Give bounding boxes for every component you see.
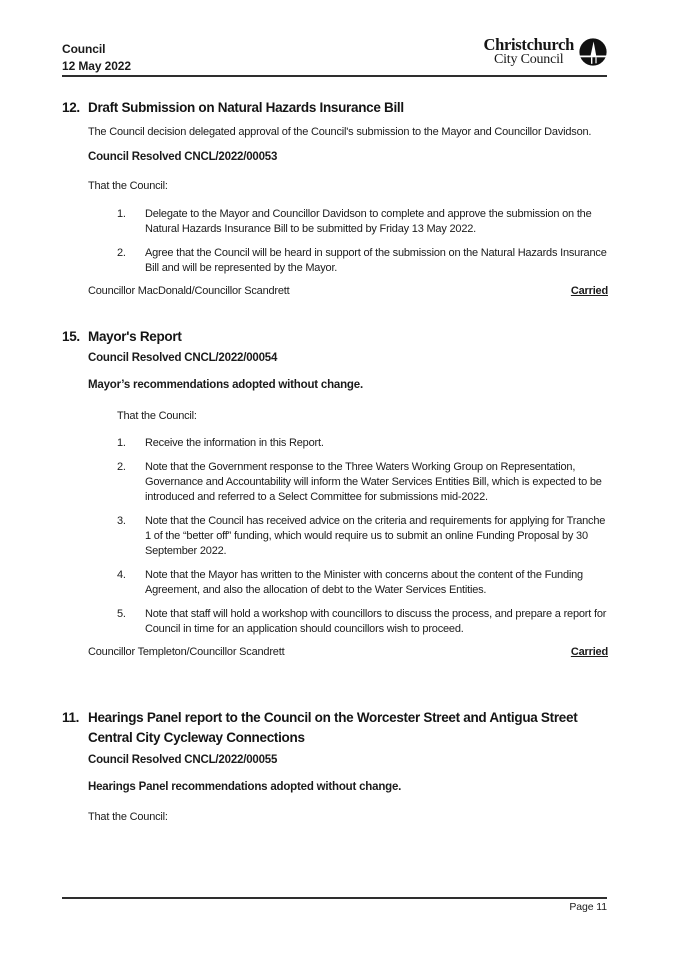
resolution-item (117, 607, 608, 637)
item-number: 2. (117, 246, 126, 259)
item-number: 1. (117, 207, 126, 220)
item-text: Note that the Government response to the Three Waters Working Group on Representation, Governance and Accountability will inform the Water Services Entities Bill, which is expected to be introduced and referred to a Select Committee for submissions mid-2022. (145, 461, 602, 503)
resolution-preamble: That the Council: (117, 410, 197, 422)
logo-wordmark-line1: Christchurch (483, 35, 574, 54)
resolved-heading: Council Resolved CNCL/2022/00053 (88, 150, 278, 163)
page-header (62, 35, 607, 77)
result-carried: Carried (570, 646, 608, 658)
item-text: Note that the Mayor has written to the Minister with concerns about the content of the Funding Agreement, and also the allocation of debt to the Water Services Entities. (145, 569, 583, 596)
section-intro: The Council decision delegated approval of the Council's submission to the Mayor and Councillor Davidson. (88, 125, 592, 138)
resolved-heading: Council Resolved CNCL/2022/00055 (88, 754, 278, 766)
resolution-item (117, 568, 608, 598)
section-11 (62, 708, 608, 825)
logo-wordmark (483, 37, 574, 67)
section-number: 11. (62, 710, 80, 725)
council-logo (483, 37, 607, 67)
resolution-item (117, 514, 608, 559)
document-body (62, 92, 608, 825)
section-title: Hearings Panel report to the Council on the Worcester Street and Antigua Street Central City Cycleway Connections (88, 710, 578, 745)
meeting-name: Council (62, 42, 106, 56)
section-title: Draft Submission on Natural Hazards Insurance Bill (88, 100, 404, 115)
item-number: 4. (117, 569, 126, 581)
ccc-logo-mark-icon (579, 38, 607, 66)
item-text: Delegate to the Mayor and Councillor Davidson to complete and approve the submission on the Natural Hazards Insurance Bill to be submitted by Friday 13 May 2022. (145, 207, 592, 235)
resolution-preamble: That the Council: (88, 179, 168, 192)
item-text: Note that the Council has received advice on the criteria and requirements for applying for Tranche 1 of the “better off” funding, which would require us to submit an online Funding Proposal by 30 September 2022. (145, 515, 606, 557)
resolution-item (117, 460, 608, 505)
item-text: Receive the information in this Report. (145, 437, 324, 449)
adopted-heading: Hearings Panel recommendations adopted without change. (88, 781, 402, 793)
movers-line (88, 645, 608, 660)
section-15 (62, 327, 608, 661)
item-number: 2. (117, 461, 126, 473)
resolution-preamble: That the Council: (88, 811, 168, 823)
movers-line (88, 284, 608, 299)
logo-wordmark-line2: City Council (493, 52, 564, 67)
item-text: Note that staff will hold a workshop with councillors to discuss the process, and prepare a report for Council in time for an application should councillors wish to proceed. (145, 608, 607, 635)
item-number: 5. (117, 608, 126, 620)
resolution-item (117, 246, 608, 276)
section-number: 15. (62, 328, 80, 344)
page-number: Page 11 (569, 901, 607, 913)
adopted-heading: Mayor’s recommendations adopted without change. (88, 379, 363, 391)
movers: Councillor Templeton/Councillor Scandrett (88, 646, 285, 658)
section-title: Mayor's Report (88, 328, 182, 344)
item-number: 1. (117, 437, 126, 449)
item-text: Agree that the Council will be heard in support of the submission on the Natural Hazards Insurance Bill and will be represented by the Mayor. (145, 246, 607, 274)
section-heading (62, 708, 608, 747)
section-heading (62, 98, 608, 118)
section-number: 12. (62, 100, 80, 115)
movers: Councillor MacDonald/Councillor Scandrett (88, 284, 290, 297)
section-12 (62, 98, 608, 299)
item-number: 3. (117, 515, 126, 527)
resolved-heading: Council Resolved CNCL/2022/00054 (88, 352, 278, 364)
result-carried: Carried (570, 284, 608, 297)
resolution-item (117, 207, 608, 237)
page-footer (62, 897, 607, 913)
meeting-date: 12 May 2022 (62, 59, 131, 73)
resolution-item (117, 436, 608, 451)
section-heading (62, 327, 608, 347)
